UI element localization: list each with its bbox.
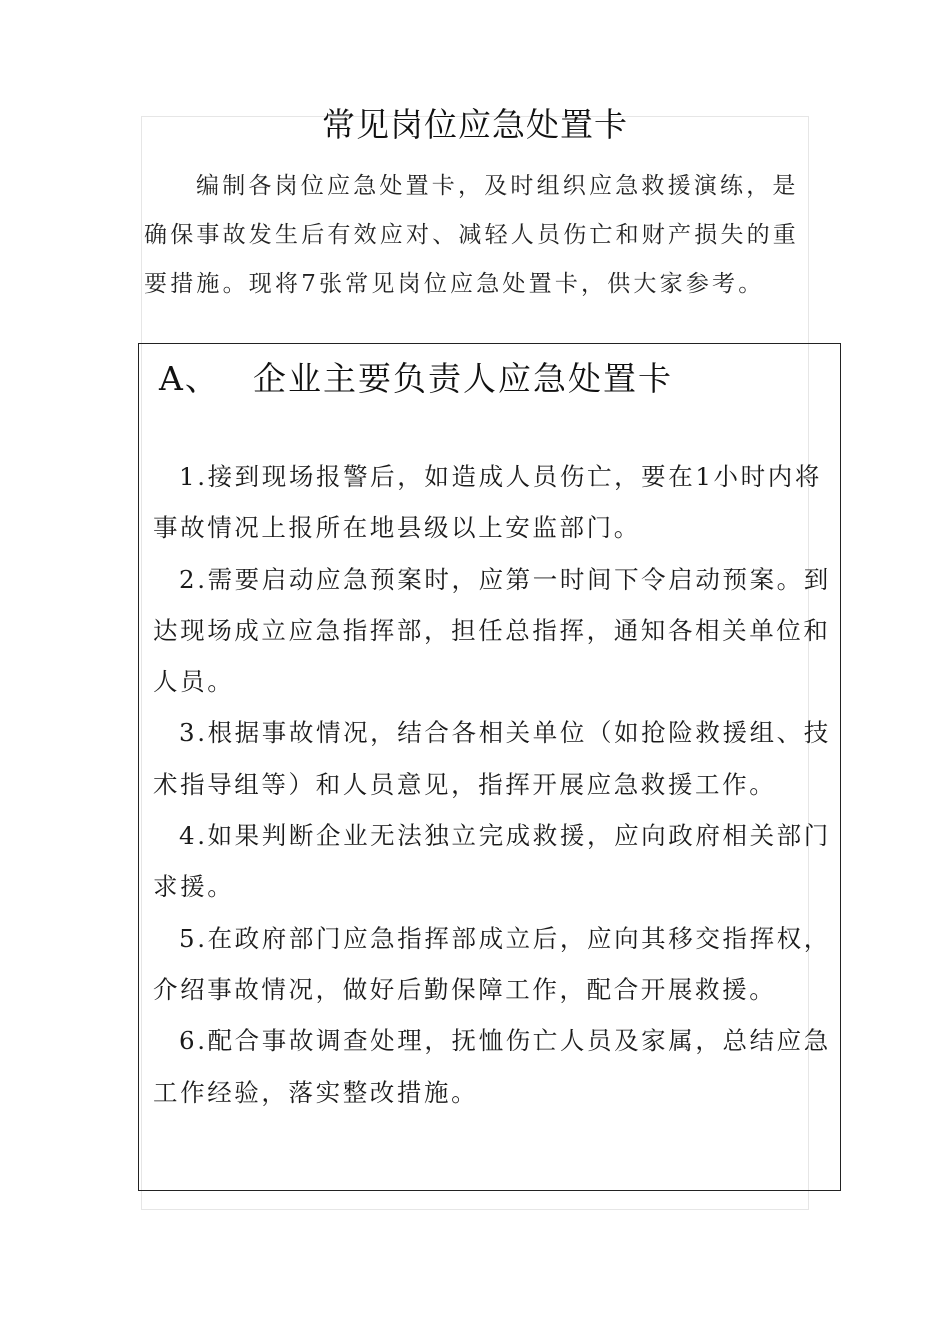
card-item: 3.根据事故情况，结合各相关单位（如抢险救援组、技术指导组等）和人员意见，指挥开展应急救援工作。 [153, 718, 831, 799]
document-title: 常见岗位应急处置卡 [322, 105, 628, 144]
intro-paragraph: 编制各岗位应急处置卡，及时组织应急救援演练，是确保事故发生后有效应对、减轻人员伤亡和财产损失的重要措施。现将7张常见岗位应急处置卡，供大家参考。 [144, 173, 799, 297]
card-letter: A、 [159, 359, 220, 398]
card-heading [159, 356, 673, 402]
emergency-card [138, 343, 841, 1191]
card-item: 6.配合事故调查处理，抚恤伤亡人员及家属，总结应急工作经验，落实整改措施。 [153, 1026, 831, 1107]
card-item: 2.需要启动应急预案时，应第一时间下令启动预案。到达现场成立应急指挥部，担任总指挥，通知各相关单位和人员。 [153, 564, 831, 697]
card-item: 4.如果判断企业无法独立完成救援，应向政府相关部门求援。 [153, 821, 831, 902]
card-item: 5.在政府部门应急指挥部成立后，应向其移交指挥权，介绍事故情况，做好后勤保障工作，配合开展救援。 [153, 923, 831, 1004]
card-item-list [153, 451, 833, 1118]
card-title: 企业主要负责人应急处置卡 [253, 359, 673, 398]
card-item: 1.接到现场报警后，如造成人员伤亡，要在1小时内将事故情况上报所在地县级以上安监部门。 [153, 462, 822, 543]
